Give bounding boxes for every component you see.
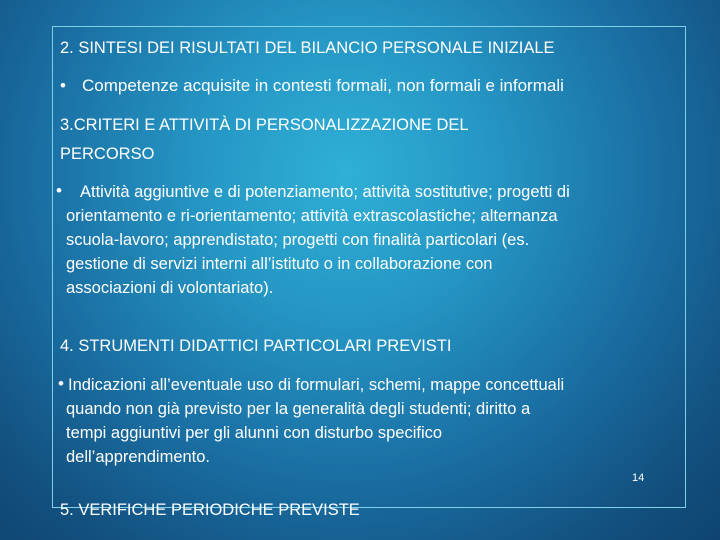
section-2-heading: 2. SINTESI DEI RISULTATI DEL BILANCIO PERSONALE INIZIALE bbox=[60, 39, 555, 57]
bullet-icon: • bbox=[60, 76, 66, 95]
section-4-bullet-paragraph bbox=[66, 373, 564, 469]
section-3-heading-line-1: 3.CRITERI E ATTIVITÀ DI PERSONALIZZAZIONE DEL bbox=[60, 116, 469, 134]
paragraph-line: scuola-lavoro; apprendistato; progetti con finalità particolari (es. bbox=[66, 231, 530, 249]
paragraph-line: tempi aggiuntivi per gli alunni con disturbo specifico bbox=[66, 424, 443, 442]
paragraph-line: dell’apprendimento. bbox=[66, 448, 211, 466]
bullet-icon: • bbox=[58, 374, 64, 393]
paragraph-line: orientamento e ri-orientamento; attività extrascolastiche; alternanza bbox=[66, 207, 558, 225]
section-4-heading: 4. STRUMENTI DIDATTICI PARTICOLARI PREVISTI bbox=[60, 337, 452, 355]
bullet-icon: • bbox=[56, 181, 62, 200]
paragraph-line: gestione di servizi interni all’istituto o in collaborazione con bbox=[66, 255, 493, 273]
section-5-heading: 5. VERIFICHE PERIODICHE PREVISTE bbox=[60, 501, 360, 519]
paragraph-line: Attività aggiuntive e di potenziamento; attività sostitutive; progetti di bbox=[80, 183, 570, 201]
paragraph-line: associazioni di volontariato). bbox=[66, 279, 274, 297]
section-3-bullet-paragraph bbox=[66, 180, 570, 300]
paragraph-line: Indicazioni all’eventuale uso di formulari, schemi, mappe concettuali bbox=[68, 376, 565, 394]
section-3-heading-line-2: PERCORSO bbox=[60, 145, 155, 163]
paragraph-line: quando non già previsto per la generalità degli studenti; diritto a bbox=[66, 400, 531, 418]
page-number: 14 bbox=[632, 472, 645, 484]
section-2-bullet-text: Competenze acquisite in contesti formali, non formali e informali bbox=[82, 76, 564, 95]
